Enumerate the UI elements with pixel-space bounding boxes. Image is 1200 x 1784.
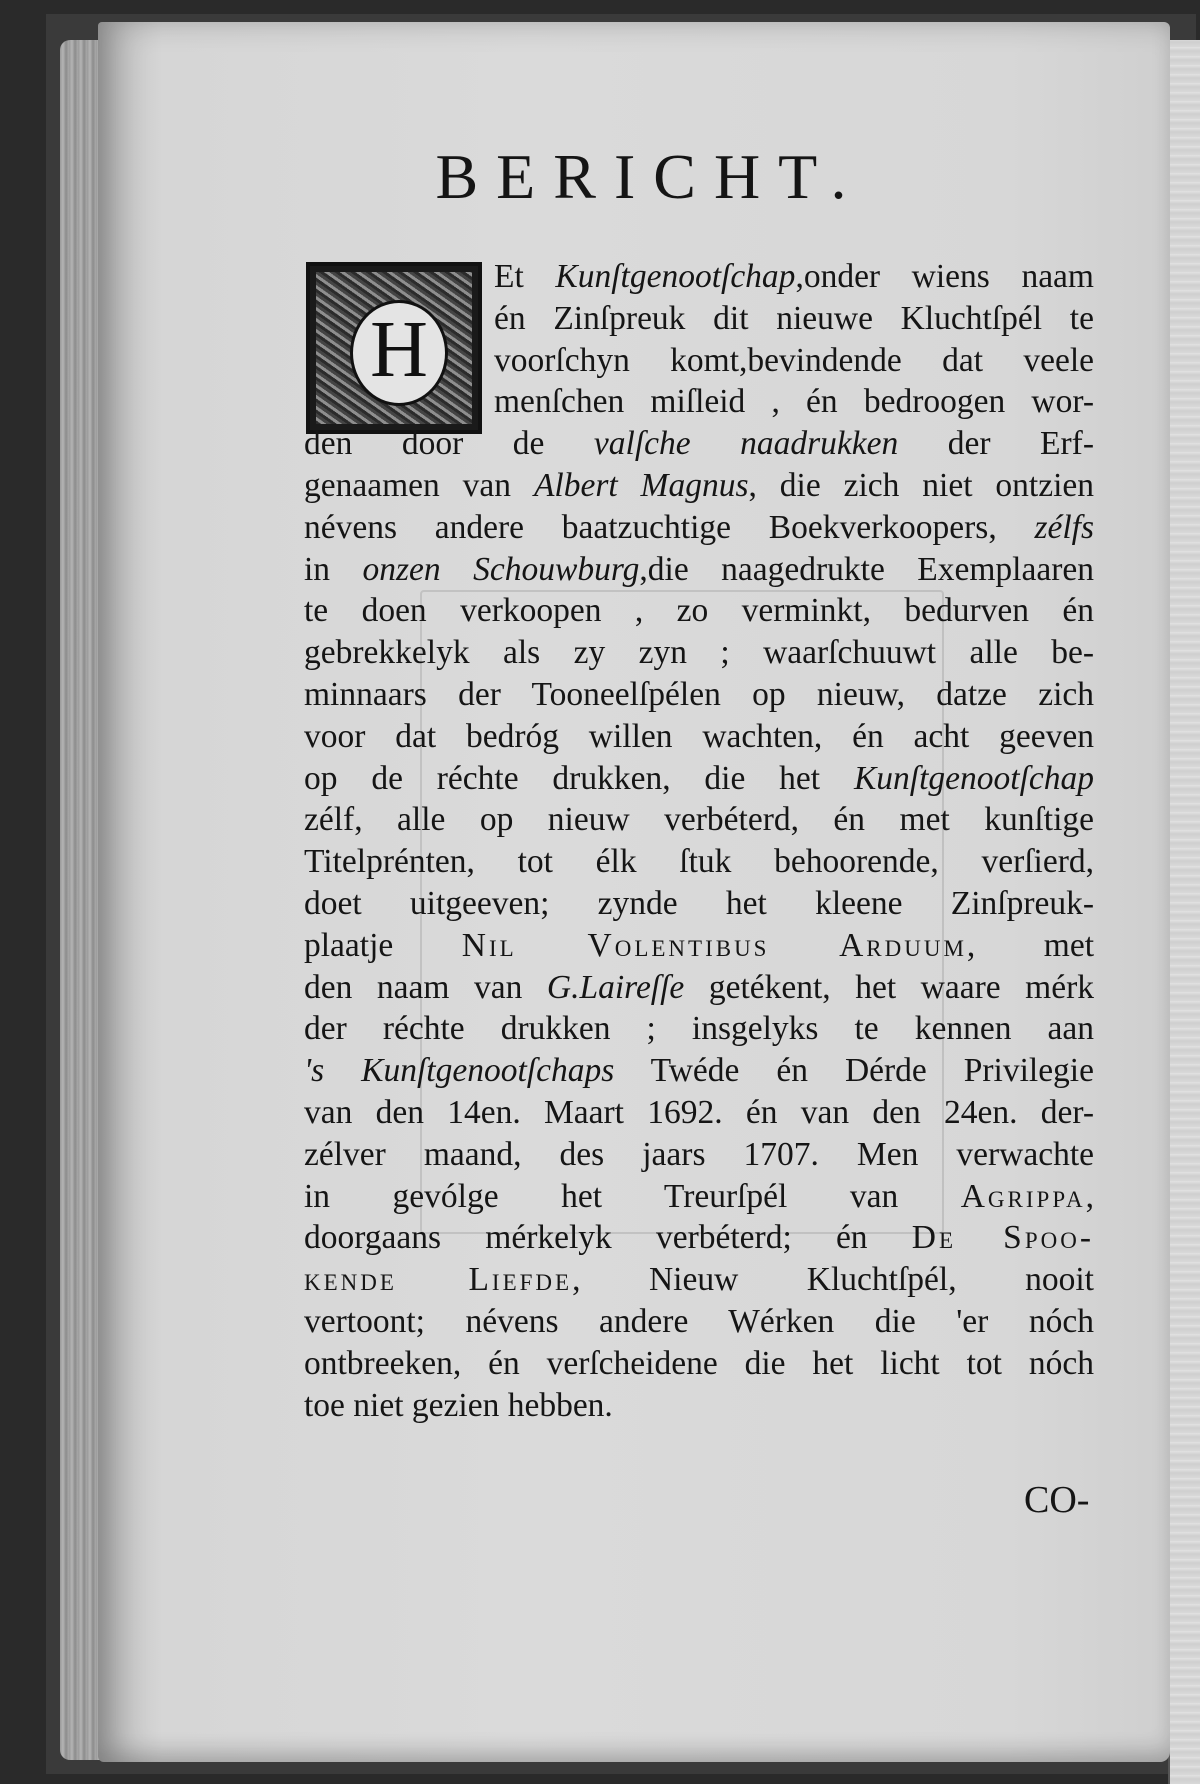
roman-text: ,die naagedrukte Exemplaaren <box>639 550 1094 588</box>
text-line <box>304 799 1094 841</box>
roman-text: Et <box>494 258 556 295</box>
text-line <box>304 1217 1094 1259</box>
text-line <box>304 423 1094 465</box>
catchword: CO- <box>1024 1479 1090 1521</box>
roman-text: der réchte drukken ; insgelyks te kennen aan <box>304 1010 1094 1048</box>
roman-text: zélver maand, des jaars 1707. Men verwachte <box>304 1135 1094 1173</box>
roman-text: genaamen van <box>304 466 534 504</box>
text-line <box>304 967 1094 1009</box>
text-line <box>304 1259 1094 1301</box>
text-line <box>304 549 1094 591</box>
roman-text: névens andere baatzuchtige Boekverkoopers, <box>304 508 1035 546</box>
text-line <box>304 632 1094 674</box>
roman-text: gebrekkelyk als zy zyn ; waarſchuuwt alle be- <box>304 634 1094 672</box>
roman-text: in <box>304 550 363 588</box>
text-line <box>304 256 1094 298</box>
roman-text: , <box>1085 1177 1094 1215</box>
italic-text: valſche naadrukken <box>593 425 899 463</box>
roman-text: vertoont; névens andere Wérken die 'er nóch <box>304 1302 1094 1340</box>
italic-text: 's Kunſtgenootſchaps <box>304 1052 615 1090</box>
small-caps-text: Nil Volentibus Arduum <box>461 926 967 964</box>
italic-text: Kunſtgenootſchap <box>555 258 796 295</box>
roman-text: doet uitgeeven; zynde het kleene Zinſpreuk- <box>304 884 1094 922</box>
roman-text: menſchen miſleid , én bedroogen wor- <box>494 383 1094 421</box>
text-line <box>304 841 1094 883</box>
roman-text: ,onder wiens naam <box>795 258 1094 295</box>
text-line <box>304 1176 1094 1218</box>
italic-text: Kunſtgenootſchap <box>853 759 1094 797</box>
italic-text: G.Laireſſe <box>546 968 685 1006</box>
roman-text: in gevólge het Treurſpél van <box>304 1177 961 1215</box>
small-caps-text: De Spoo- <box>911 1219 1094 1257</box>
text-line <box>304 758 1094 800</box>
text-line <box>304 298 1094 340</box>
roman-text: , die zich niet ontzien <box>748 466 1095 504</box>
text-line <box>304 674 1094 716</box>
roman-text: , Nieuw Kluchtſpél, nooit <box>572 1261 1094 1299</box>
text-line <box>304 883 1094 925</box>
roman-text: voorſchyn komt,bevindende dat veele <box>494 341 1094 379</box>
italic-text: Albert Magnus <box>533 466 749 504</box>
roman-text: den door de <box>304 425 594 463</box>
small-caps-text: Agrippa <box>960 1177 1086 1215</box>
italic-text: zélfs <box>1034 508 1094 546</box>
initial-letter: H <box>370 306 428 394</box>
text-line <box>304 465 1094 507</box>
roman-text: getékent, het waare mérk <box>684 968 1094 1006</box>
roman-text: den naam van <box>304 968 547 1006</box>
text-line <box>304 1301 1094 1343</box>
text-line <box>304 1092 1094 1134</box>
roman-text: van den 14en. Maart 1692. én van den 24en. der- <box>304 1093 1094 1131</box>
page-heading: BERICHT. <box>435 141 865 212</box>
text-line <box>304 1385 1094 1427</box>
text-line <box>304 590 1094 632</box>
text-line <box>304 1343 1094 1385</box>
text-line <box>304 1008 1094 1050</box>
small-caps-text: kende Liefde <box>304 1261 573 1299</box>
roman-text: plaatje <box>304 926 462 964</box>
roman-text: doorgaans mérkelyk verbéterd; én <box>304 1219 912 1257</box>
body-paragraph <box>304 256 1094 1426</box>
roman-text: voor dat bedróg willen wachten, én acht geeven <box>304 717 1094 755</box>
text-line <box>304 925 1094 967</box>
roman-text: én Zinſpreuk dit nieuwe Kluchtſpél te <box>494 299 1094 337</box>
roman-text: toe niet gezien hebben. <box>304 1386 613 1424</box>
text-line <box>304 340 1094 382</box>
text-line <box>304 716 1094 758</box>
right-page-edges <box>1168 40 1200 1784</box>
italic-text: onzen Schouwburg <box>362 550 640 588</box>
roman-text: zélf, alle op nieuw verbéterd, én met kunſtige <box>304 801 1094 839</box>
roman-text: te doen verkoopen , zo verminkt, bedurven én <box>304 592 1094 630</box>
roman-text: ontbreeken, én verſcheidene die het licht tot nóch <box>304 1344 1094 1382</box>
roman-text: Titelprénten, tot élk ſtuk behoorende, verſierd, <box>304 843 1094 881</box>
text-line <box>304 1134 1094 1176</box>
roman-text: Twéde én Dérde Privilegie <box>614 1052 1094 1090</box>
roman-text: , met <box>966 926 1094 964</box>
text-line <box>304 381 1094 423</box>
roman-text: op de réchte drukken, die het <box>304 759 854 797</box>
text-line <box>304 1050 1094 1092</box>
text-line <box>304 507 1094 549</box>
roman-text: minnaars der Tooneelſpélen op nieuw, datze zich <box>304 675 1094 713</box>
roman-text: der Erf- <box>898 425 1094 463</box>
